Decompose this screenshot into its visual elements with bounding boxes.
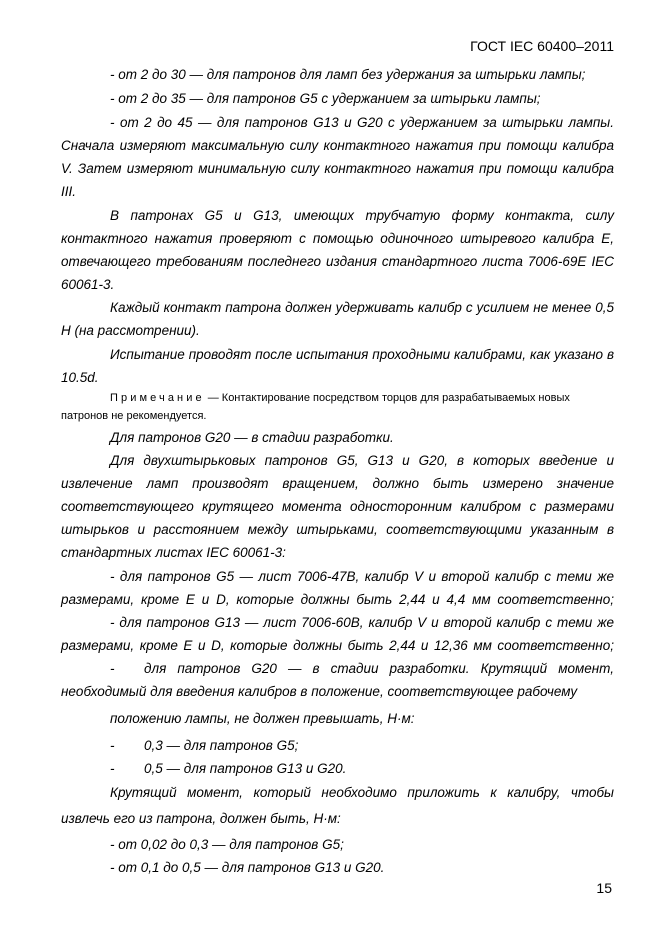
list-dash: - <box>110 661 115 676</box>
list-item: размерами, кроме E и D, которые должны быть 2,44 и 12,36 мм соответственно; <box>61 638 614 653</box>
page-number: 15 <box>596 880 612 896</box>
paragraph-line: 10.5d. <box>61 370 99 385</box>
list-item: - от 2 до 30 — для патронов для ламп без удержания за штырьки лампы; <box>110 67 586 82</box>
document-header: ГОСТ IEC 60400–2011 <box>470 38 614 54</box>
paragraph-line: V. Затем измеряют минимальную силу контактного нажатия при помощи калибра <box>61 161 614 176</box>
paragraph-line: контактного нажатия проверяют с помощью одиночного штыревого калибра E, <box>61 231 614 246</box>
note-line <box>110 391 570 405</box>
list-item: размерами, кроме E и D, которые должны быть 2,44 и 4,4 мм соответственно; <box>61 592 614 607</box>
paragraph-line: необходимый для введения калибров в положение, соответствующее рабочему <box>61 684 578 699</box>
paragraph-line: отвечающего требованиям последнего издания стандартного листа 7006-69E IEC <box>61 254 614 269</box>
list-item: - от 0,1 до 0,5 — для патронов G13 и G20. <box>110 860 385 875</box>
paragraph-line: III. <box>61 184 77 199</box>
list-dash: - <box>110 761 115 776</box>
note-label: Примечание <box>110 392 205 404</box>
note-line: патронов не рекомендуется. <box>61 410 207 422</box>
list-item: - для патронов G13 — лист 7006-60B, калибр V и второй калибр с теми же <box>110 615 614 630</box>
paragraph-line: стандартных листах IEC 60061-3: <box>61 545 286 560</box>
paragraph-line: Каждый контакт патрона должен удерживать калибр с усилием не менее 0,5 <box>110 300 614 315</box>
paragraph-line: Испытание проводят после испытания проходными калибрами, как указано в <box>110 347 614 362</box>
paragraph-line: соответствующего крутящего момента односторонним калибром с размерами <box>61 499 614 514</box>
paragraph-line: Сначала измеряют максимальную силу контактного нажатия при помощи калибра <box>61 138 614 153</box>
paragraph-line: положению лампы, не должен превышать, Н·м: <box>110 711 415 726</box>
paragraph-line: 60061-3. <box>61 277 115 292</box>
paragraph-line: Для двухштырьковых патронов G5, G13 и G20, в которых введение и <box>110 453 614 468</box>
paragraph-line: извлечь его из патрона, должен быть, Н·м: <box>61 811 341 826</box>
list-item: 0,5 — для патронов G13 и G20. <box>144 761 347 776</box>
list-item: 0,3 — для патронов G5; <box>144 738 299 753</box>
list-dash: - <box>110 738 115 753</box>
paragraph-line: извлечение ламп производят вращением, должно быть измерено значение <box>61 476 614 491</box>
list-item: - от 2 до 35 — для патронов G5 с удержанием за штырьки лампы; <box>110 91 541 106</box>
paragraph-line: штырьков и расстоянием между штырьками, соответствующими указанным в <box>61 522 614 537</box>
list-item: - от 2 до 45 — для патронов G13 и G20 с удержанием за штырьки лампы. <box>110 115 614 130</box>
paragraph-line: Крутящий момент, который необходимо приложить к калибру, чтобы <box>110 785 614 800</box>
list-item: - для патронов G5 — лист 7006-47B, калибр V и второй калибр с теми же <box>110 569 614 584</box>
note-text: — Контактирование посредством торцов для разрабатываемых новых <box>204 392 570 404</box>
paragraph-line: Н (на рассмотрении). <box>61 323 200 338</box>
list-item: - от 0,02 до 0,3 — для патронов G5; <box>110 837 344 852</box>
paragraph-line: Для патронов G20 — в стадии разработки. <box>110 430 394 445</box>
list-item: для патронов G20 — в стадии разработки. Крутящий момент, <box>144 661 614 676</box>
paragraph-line: В патронах G5 и G13, имеющих трубчатую форму контакта, силу <box>110 208 614 223</box>
